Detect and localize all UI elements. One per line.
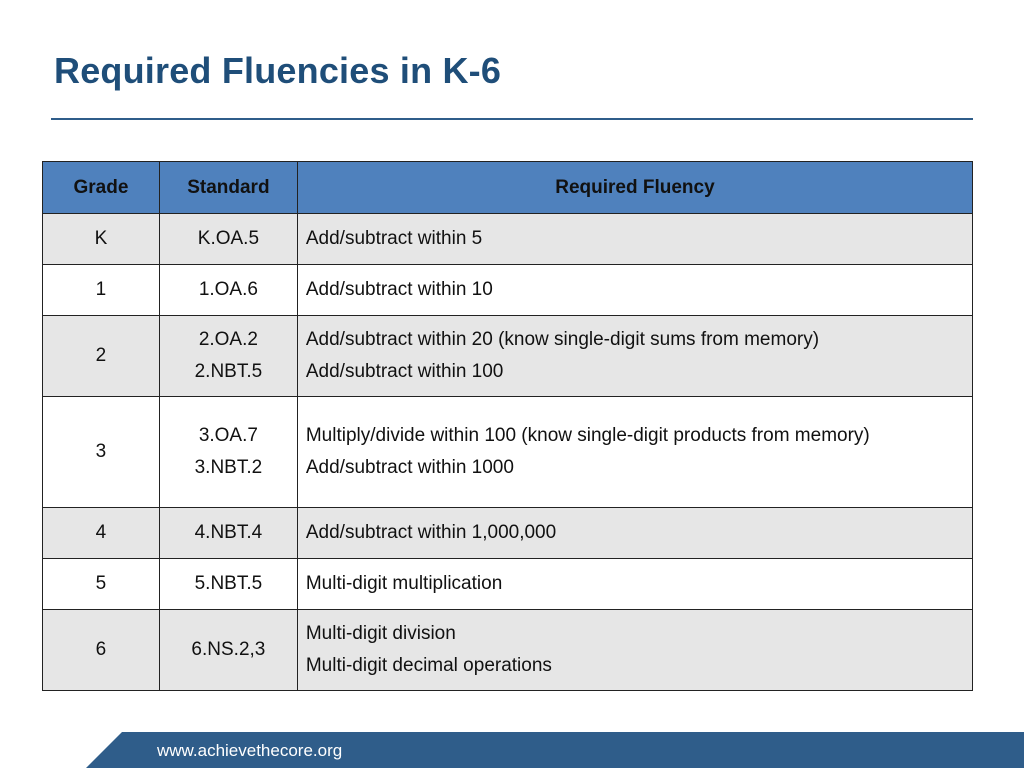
table-row: [43, 610, 973, 691]
fluency-text: Add/subtract within 20 (know single-digit sums from memory): [305, 329, 820, 350]
header-required-fluency: Required Fluency: [297, 162, 972, 214]
grade-cell: 2: [43, 316, 160, 397]
standard-cell: [159, 214, 297, 265]
fluency-text: Add/subtract within 1000: [305, 457, 514, 478]
title-divider: [51, 118, 973, 120]
fluency-cell: [297, 508, 972, 559]
standard-cell: [159, 397, 297, 508]
grade-cell: 3: [43, 397, 160, 508]
table-row: [43, 559, 973, 610]
standard-code: 2.OA.2: [198, 329, 258, 350]
fluency-table: [42, 161, 973, 691]
fluency-text: Multi-digit multiplication: [305, 573, 503, 594]
standard-code: 3.OA.7: [198, 425, 258, 446]
fluency-text: Add/subtract within 100: [305, 361, 504, 382]
grade-cell: 1: [43, 265, 160, 316]
standard-code: 3.NBT.2: [194, 457, 263, 478]
fluency-text: Add/subtract within 1,000,000: [305, 522, 557, 543]
standard-code: 2.NBT.5: [194, 361, 263, 382]
standard-code: 5.NBT.5: [194, 573, 263, 594]
footer-band: [0, 732, 1024, 768]
standard-code: 1.OA.6: [198, 279, 258, 300]
fluency-text: Multi-digit division: [305, 623, 456, 644]
standard-cell: [159, 508, 297, 559]
fluency-text: Multiply/divide within 100 (know single-digit products from memory): [305, 425, 870, 446]
grade-cell: 5: [43, 559, 160, 610]
slide-title: Required Fluencies in K-6: [54, 50, 502, 91]
table-row: [43, 316, 973, 397]
footer-band-shape: [0, 732, 1024, 768]
standard-code: 4.NBT.4: [194, 522, 263, 543]
standard-code: K.OA.5: [197, 228, 260, 249]
fluency-cell: [297, 265, 972, 316]
table-row: [43, 214, 973, 265]
table-row: [43, 265, 973, 316]
fluency-text: Add/subtract within 5: [305, 228, 483, 249]
fluency-cell: [297, 397, 972, 508]
standard-cell: [159, 610, 297, 691]
table-header-row: [43, 162, 973, 214]
header-grade: Grade: [43, 162, 160, 214]
fluency-text: Multi-digit decimal operations: [305, 655, 552, 676]
table-row: [43, 397, 973, 508]
header-standard: Standard: [159, 162, 297, 214]
standard-cell: [159, 559, 297, 610]
standard-cell: [159, 316, 297, 397]
fluency-cell: [297, 559, 972, 610]
fluency-cell: [297, 610, 972, 691]
grade-cell: K: [43, 214, 160, 265]
fluency-text: Add/subtract within 10: [305, 279, 493, 300]
standard-cell: [159, 265, 297, 316]
standard-code: 6.NS.2,3: [191, 639, 266, 660]
grade-cell: 4: [43, 508, 160, 559]
footer-url: www.achievethecore.org: [157, 741, 343, 760]
fluency-cell: [297, 316, 972, 397]
fluency-cell: [297, 214, 972, 265]
grade-cell: 6: [43, 610, 160, 691]
table-row: [43, 508, 973, 559]
